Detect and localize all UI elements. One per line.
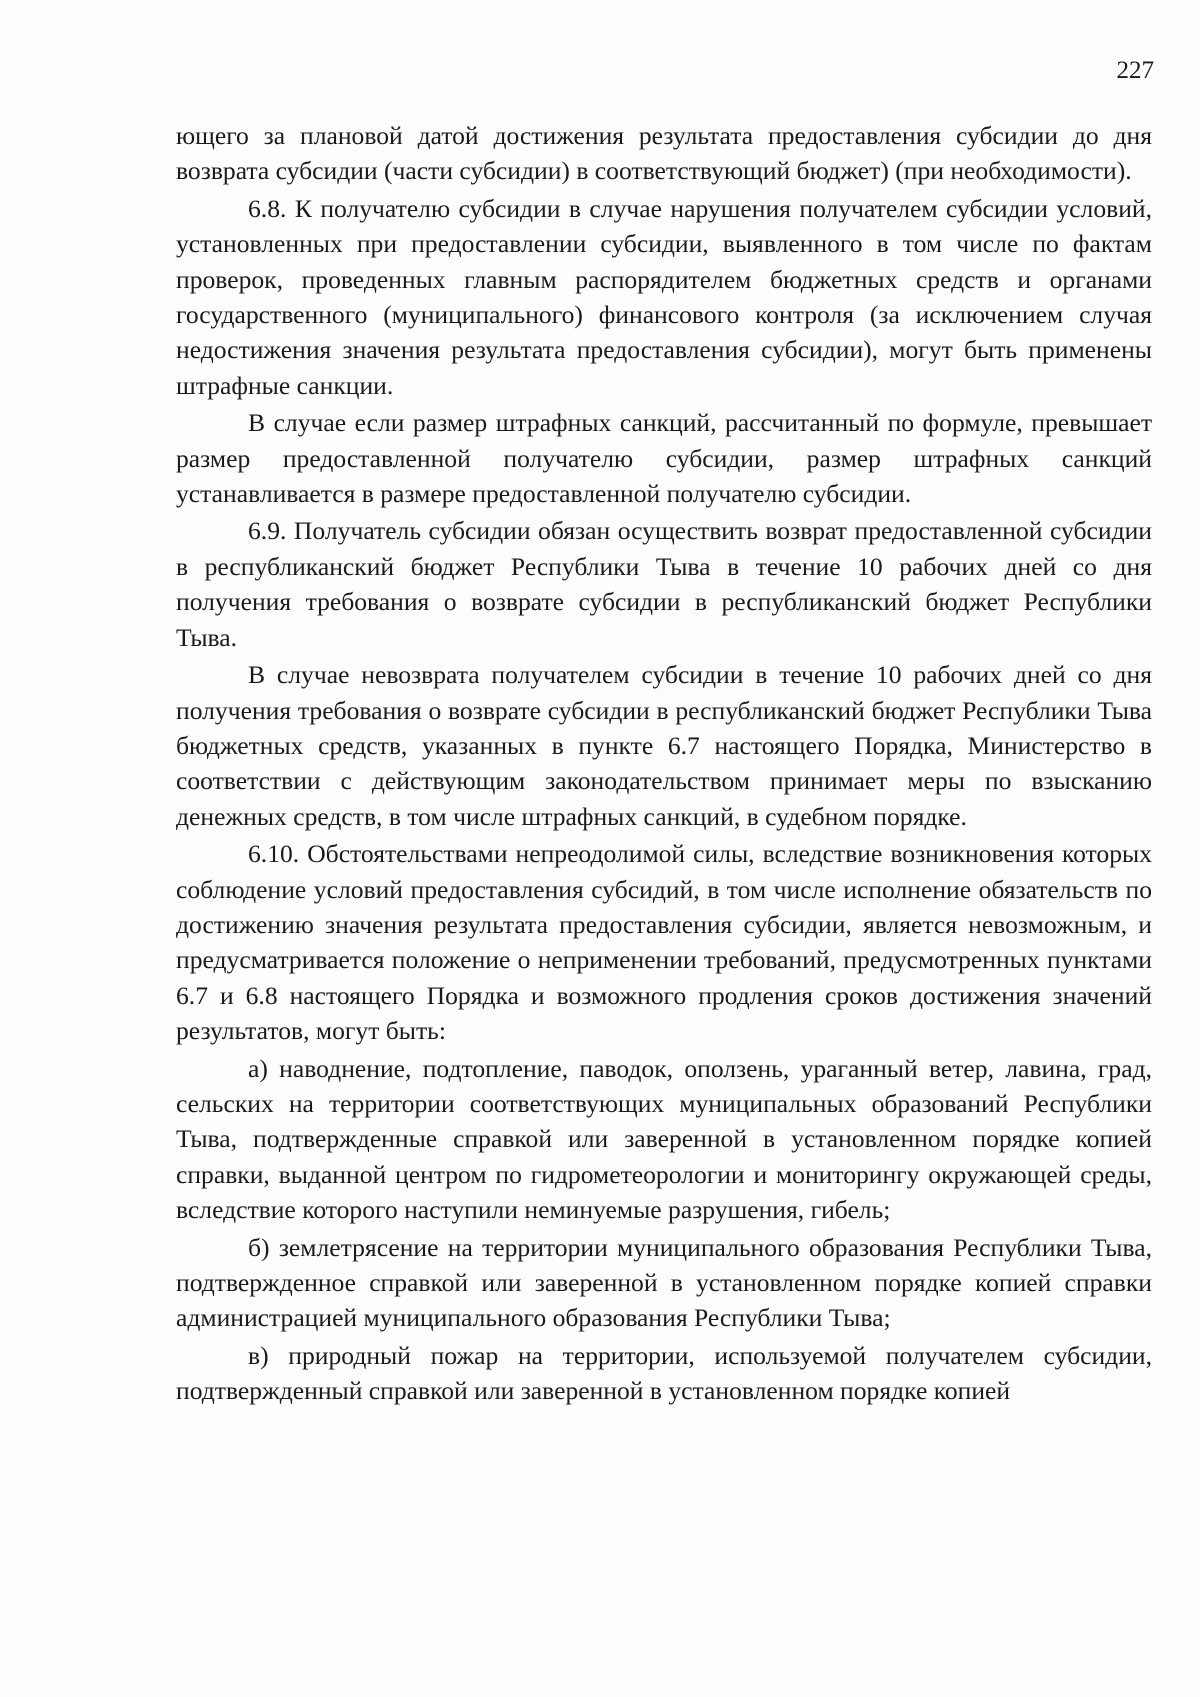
paragraph-6-10: 6.10. Обстоятельствами непреодолимой силы, вследствие возникновения которых соблюдение условий предоставления субсидий, в том числе исполнение обязательств по достижению значения результата предоставления субсидии, является невозможным, и предусматривается положение о неприменении требований, предусмотренных пунктами 6.7 и 6.8 настоящего Порядка и возможного продления сроков достижения значений результатов, могут быть: — [176, 839, 1152, 1046]
paragraph-non-return: В случае невозврата получателем субсидии в течение 10 рабочих дней со дня получения требования о возврате субсидии в республиканский бюджет Республики Тыва бюджетных средств, указанных в пункте 6.7 настоящего Порядка, Министерство в соответствии с действующим законодательством принимает меры по взысканию денежных средств, в том числе штрафных санкций, в судебном порядке. — [176, 660, 1152, 831]
list-item-v: в) природный пожар на территории, используемой получателем субсидии, подтвержденный справкой или заверенной в установленном порядке копией — [176, 1340, 1152, 1406]
document-body — [176, 118, 1152, 1411]
list-item-b: б) землетрясение на территории муниципального образования Республики Тыва, подтвержденное справкой или заверенной в установленном порядке копией справки администрацией муниципального образования Республики Тыва; — [176, 1232, 1152, 1333]
list-item-a: а) наводнение, подтопление, паводок, оползень, ураганный ветер, лавина, град, сельских на территории соответствующих муниципальных образований Республики Тыва, подтвержденные справкой или заверенной в установленном порядке копией справки, выданной центром по гидрометеорологии и мониторингу окружающей среды, вследствие которого наступили неминуемые разрушения, гибель; — [176, 1053, 1152, 1225]
page-number: 227 — [1116, 57, 1154, 84]
paragraph-penalty-size: В случае если размер штрафных санкций, рассчитанный по формуле, превышает размер предоставленной получателю субсидии, размер штрафных санкций устанавливается в размере предоставленной получателю субсидии. — [176, 408, 1152, 509]
paragraph-continuation: ющего за плановой датой достижения результата предоставления субсидии до дня возврата субсидии (части субсидии) в соответствующий бюджет) (при необходимости). — [176, 121, 1152, 186]
paragraph-6-8: 6.8. К получателю субсидии в случае нарушения получателем субсидии условий, установленных при предоставлении субсидии, выявленного в том числе по фактам проверок, проведенных главным распорядителем бюджетных средств и органами государственного (муниципального) финансового контроля (за исключением случая недостижения значения результата предоставления субсидии), могут быть применены штрафные санкции. — [176, 193, 1152, 400]
paragraph-6-9: 6.9. Получатель субсидии обязан осуществить возврат предоставленной субсидии в республиканский бюджет Республики Тыва в течение 10 рабочих дней со дня получения требования о возврате субсидии в республиканский бюджет Республики Тыва. — [176, 516, 1152, 652]
